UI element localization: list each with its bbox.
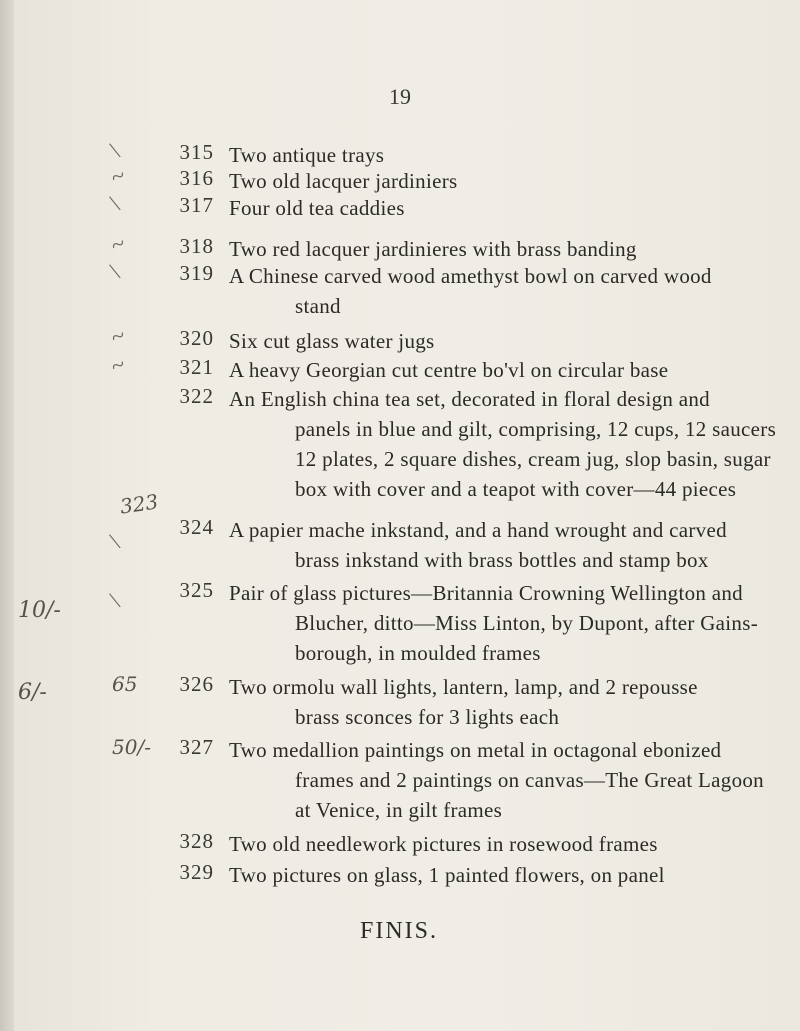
lot-number: 326 <box>179 672 214 696</box>
lot-line: Two old lacquer jardiniers <box>229 169 458 193</box>
lot-line: Two pictures on glass, 1 painted flowers, on panel <box>229 863 665 887</box>
tick-mark: ~ <box>107 230 129 260</box>
tick-mark: ~ <box>107 322 129 352</box>
page-edge <box>0 0 14 1031</box>
lot-number: 318 <box>179 234 214 258</box>
tick-mark: \ <box>107 528 123 556</box>
lot-number: 328 <box>179 829 214 853</box>
lot-line: brass inkstand with brass bottles and stamp box <box>295 548 709 572</box>
lot-number: 321 <box>179 355 214 379</box>
lot-number: 319 <box>179 261 214 285</box>
lot-number: 327 <box>179 735 214 759</box>
lot-line: A heavy Georgian cut centre bo'vl on circular base <box>229 358 669 382</box>
lot-description <box>229 234 691 264</box>
lot-number: 324 <box>179 515 214 539</box>
lot-line: brass sconces for 3 lights each <box>295 705 560 729</box>
lot-line: Six cut glass water jugs <box>229 329 435 353</box>
tick-mark: ~ <box>107 162 129 192</box>
lot-number: 315 <box>179 140 214 164</box>
lot-line: at Venice, in gilt frames <box>295 798 503 822</box>
lot-line: Two red lacquer jardinieres with brass banding <box>229 237 637 261</box>
lot-line: Blucher, ditto—Miss Linton, by Dupont, after Gains- <box>295 611 758 635</box>
lot-description <box>229 261 712 321</box>
lot-description <box>229 355 691 385</box>
lot-description <box>229 515 727 575</box>
handwritten-price: 6/- <box>18 680 47 705</box>
finis-text: FINIS. <box>360 918 439 944</box>
tick-mark: \ <box>107 137 123 165</box>
tick-mark: \ <box>107 190 123 218</box>
tick-mark: ~ <box>107 351 129 381</box>
lot-line: Four old tea caddies <box>229 196 405 220</box>
handwritten-price: 50/- <box>112 735 151 759</box>
lot-number: 317 <box>179 193 214 217</box>
lot-number: 322 <box>179 384 214 408</box>
lot-description <box>229 326 691 356</box>
lot-line: box with cover and a teapot with cover—44 pieces <box>295 477 737 501</box>
lot-line: Two old needlework pictures in rosewood frames <box>229 832 658 856</box>
lot-line: Pair of glass pictures—Britannia Crowning Wellington and <box>229 581 743 605</box>
lot-line: 12 plates, 2 square dishes, cream jug, slop basin, sugar <box>295 447 771 471</box>
lot-description <box>229 829 691 859</box>
lot-description <box>229 860 691 890</box>
lot-description <box>229 735 764 825</box>
lot-description <box>229 578 758 668</box>
lot-description <box>229 193 691 223</box>
lot-number: 320 <box>179 326 214 350</box>
lot-line: borough, in moulded frames <box>295 641 541 665</box>
lot-line: Two medallion paintings on metal in octagonal ebonized <box>229 738 722 762</box>
lot-line: Two ormolu wall lights, lantern, lamp, and 2 repousse <box>229 675 698 699</box>
lot-line: Two antique trays <box>229 143 385 167</box>
lot-line: stand <box>295 294 341 318</box>
lot-description <box>229 384 777 504</box>
tick-mark: \ <box>107 587 123 615</box>
handwritten-price: 10/- <box>18 598 61 623</box>
handwritten-price: 65 <box>112 672 138 696</box>
lot-line: frames and 2 paintings on canvas—The Great Lagoon <box>295 768 764 792</box>
lot-description <box>229 672 698 732</box>
handwritten-lot-number: 323 <box>118 489 160 519</box>
lot-line: panels in blue and gilt, comprising, 12 cups, 12 saucers <box>295 417 777 441</box>
lot-number: 329 <box>179 860 214 884</box>
lot-number: 325 <box>179 578 214 602</box>
tick-mark: \ <box>107 258 123 286</box>
lot-line: A Chinese carved wood amethyst bowl on carved wood <box>229 264 712 288</box>
lot-number: 316 <box>179 166 214 190</box>
lot-line: A papier mache inkstand, and a hand wrought and carved <box>229 518 727 542</box>
lot-line: An English china tea set, decorated in floral design and <box>229 387 710 411</box>
page-number: 19 <box>389 84 411 109</box>
lot-description <box>229 166 691 196</box>
